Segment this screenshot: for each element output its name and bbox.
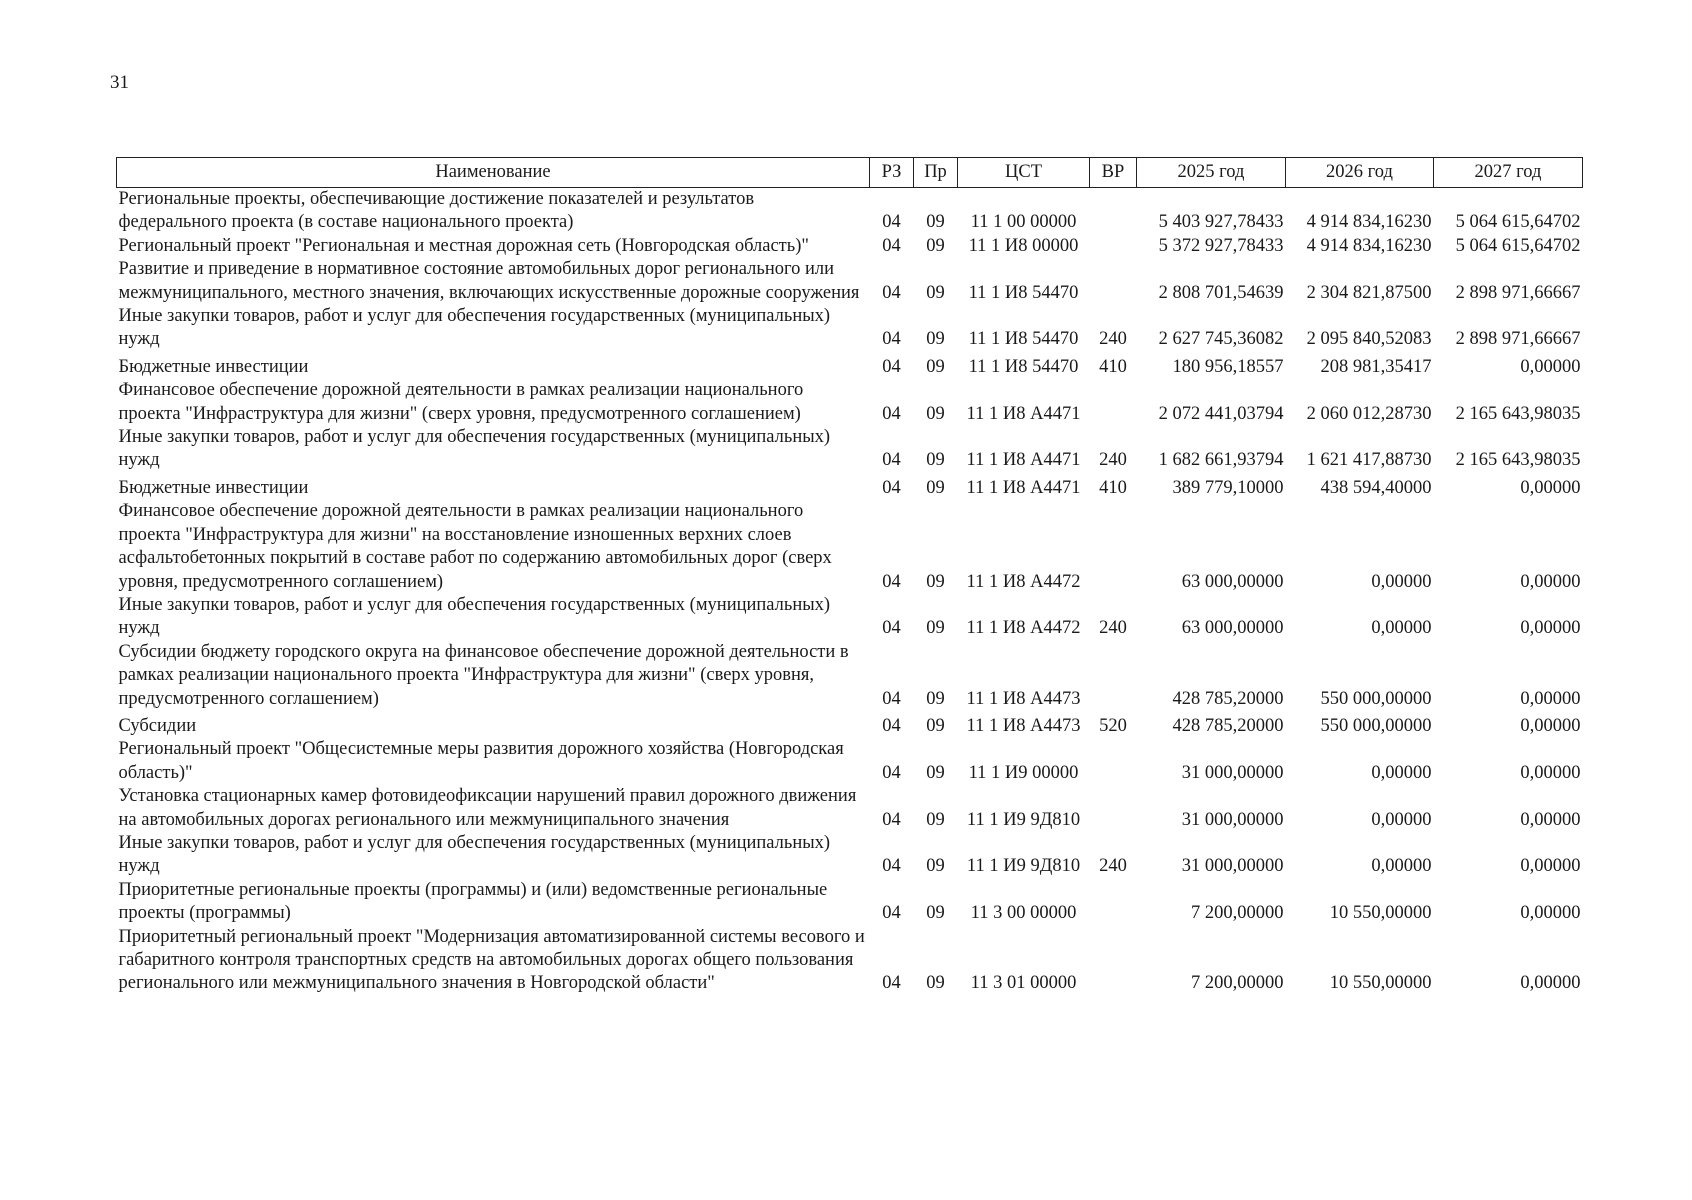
row-value-2025: 389 779,10000 — [1172, 477, 1284, 498]
row-value-2025: 7 200,00000 — [1191, 973, 1284, 994]
row-cst: 11 1 И8 00000 — [968, 235, 1079, 256]
header-rz: РЗ — [870, 158, 914, 188]
row-value-2027: 2 165 643,98035 — [1455, 450, 1581, 471]
table-row — [117, 500, 1583, 594]
table-row — [117, 711, 1583, 738]
row-value-2027: 5 064 615,64702 — [1455, 212, 1581, 233]
row-rz: 04 — [882, 903, 901, 924]
row-pr: 09 — [926, 973, 945, 994]
row-name: Приоритетный региональный проект "Модернизация автоматизированной системы весового и габаритного контроля транспортных средств на автомобильных дорогах общего пользования регионального или межмуниципального значения в Новгородской области" — [118, 926, 865, 994]
row-vr — [1090, 785, 1137, 832]
row-rz: 04 — [882, 762, 901, 783]
row-value-2027: 0,00000 — [1520, 356, 1581, 377]
row-value-2026: 550 000,00000 — [1320, 715, 1432, 736]
row-pr: 09 — [926, 903, 945, 924]
row-value-2027: 0,00000 — [1520, 618, 1581, 639]
table-row — [117, 926, 1583, 996]
header-row — [117, 158, 1583, 188]
row-rz: 04 — [882, 688, 901, 709]
row-value-2025: 2 627 745,36082 — [1158, 329, 1284, 350]
row-value-2025: 63 000,00000 — [1181, 571, 1284, 592]
row-pr: 09 — [926, 235, 945, 256]
row-name: Бюджетные инвестиции — [118, 356, 309, 377]
row-name: Субсидии — [118, 715, 197, 736]
row-value-2027: 2 898 971,66667 — [1455, 329, 1581, 350]
row-name: Приоритетные региональные проекты (программы) и (или) ведомственные региональные проекты (программы) — [118, 879, 828, 924]
row-vr: 520 — [1099, 715, 1127, 736]
row-value-2025: 7 200,00000 — [1191, 903, 1284, 924]
row-pr: 09 — [926, 282, 945, 303]
row-cst: 11 1 И8 А4472 — [966, 571, 1081, 592]
row-cst: 11 3 00 00000 — [970, 903, 1077, 924]
row-name: Региональный проект "Региональная и местная дорожная сеть (Новгородская область)" — [118, 235, 809, 256]
row-value-2026: 4 914 834,16230 — [1306, 212, 1432, 233]
row-value-2027: 0,00000 — [1520, 571, 1581, 592]
row-pr: 09 — [926, 477, 945, 498]
row-value-2027: 5 064 615,64702 — [1455, 235, 1581, 256]
row-name: Финансовое обеспечение дорожной деятельности в рамках реализации национального проекта "Инфраструктура для жизни" на восстановление изношенных верхних слоев асфальтобетонных покрытий в составе работ по содержанию автомобильных дорог (сверх уровня, предусмотренного соглашением) — [118, 501, 832, 592]
row-value-2025: 428 785,20000 — [1172, 688, 1284, 709]
row-vr: 240 — [1099, 329, 1127, 350]
row-value-2027: 0,00000 — [1520, 477, 1581, 498]
row-rz: 04 — [882, 809, 901, 830]
row-rz: 04 — [882, 356, 901, 377]
row-pr: 09 — [926, 618, 945, 639]
table-row — [117, 641, 1583, 711]
header-2026: 2026 год — [1286, 158, 1434, 188]
row-rz: 04 — [882, 571, 901, 592]
row-value-2027: 0,00000 — [1520, 762, 1581, 783]
row-value-2026: 2 304 821,87500 — [1306, 282, 1432, 303]
row-rz: 04 — [882, 235, 901, 256]
row-name: Развитие и приведение в нормативное состояние автомобильных дорог регионального или межмуниципального, местного значения, включающих искусственные дорожные сооружения — [118, 259, 860, 303]
row-name: Иные закупки товаров, работ и услуг для обеспечения государственных (муниципальных) нужд — [118, 594, 831, 639]
table-row — [117, 473, 1583, 500]
row-vr: 410 — [1099, 356, 1127, 377]
row-rz: 04 — [882, 477, 901, 498]
row-cst: 11 1 00 00000 — [970, 212, 1077, 233]
row-value-2025: 31 000,00000 — [1181, 856, 1284, 877]
row-rz: 04 — [882, 212, 901, 233]
row-vr — [1090, 926, 1137, 996]
row-value-2025: 31 000,00000 — [1181, 809, 1284, 830]
row-vr — [1090, 738, 1137, 785]
row-value-2026: 550 000,00000 — [1320, 688, 1432, 709]
row-pr: 09 — [926, 571, 945, 592]
header-vr: ВР — [1090, 158, 1137, 188]
table-row — [117, 379, 1583, 426]
row-value-2025: 31 000,00000 — [1181, 762, 1284, 783]
row-rz: 04 — [882, 973, 901, 994]
row-value-2026: 10 550,00000 — [1329, 973, 1432, 994]
row-pr: 09 — [926, 450, 945, 471]
row-value-2027: 0,00000 — [1520, 688, 1581, 709]
row-value-2026: 4 914 834,16230 — [1306, 235, 1432, 256]
row-rz: 04 — [882, 450, 901, 471]
table-row — [117, 594, 1583, 641]
header-2027: 2027 год — [1434, 158, 1583, 188]
row-value-2025: 5 403 927,78433 — [1158, 212, 1284, 233]
table-row — [117, 235, 1583, 258]
row-rz: 04 — [882, 403, 901, 424]
row-pr: 09 — [926, 715, 945, 736]
row-value-2026: 0,00000 — [1371, 809, 1432, 830]
row-value-2027: 0,00000 — [1520, 809, 1581, 830]
row-cst: 11 1 И8 54470 — [968, 282, 1079, 303]
row-pr: 09 — [926, 809, 945, 830]
table-row — [117, 188, 1583, 235]
row-name: Региональный проект "Общесистемные меры развития дорожного хозяйства (Новгородская область)" — [118, 739, 844, 783]
row-value-2027: 2 898 971,66667 — [1455, 282, 1581, 303]
row-cst: 11 1 И9 9Д810 — [966, 809, 1081, 830]
row-name: Бюджетные инвестиции — [118, 477, 309, 498]
row-value-2026: 208 981,35417 — [1320, 356, 1432, 377]
row-rz: 04 — [882, 282, 901, 303]
row-pr: 09 — [926, 762, 945, 783]
row-pr: 09 — [926, 403, 945, 424]
row-vr — [1090, 188, 1137, 235]
table-row — [117, 352, 1583, 379]
row-name: Субсидии бюджету городского округа на финансовое обеспечение дорожной деятельности в рамках реализации национального проекта "Инфраструктура для жизни" (сверх уровня, предусмотренного соглашением) — [118, 641, 849, 709]
budget-table — [116, 157, 1583, 996]
row-cst: 11 1 И8 54470 — [968, 356, 1079, 377]
row-value-2026: 0,00000 — [1371, 618, 1432, 639]
row-vr — [1090, 379, 1137, 426]
table-row — [117, 832, 1583, 879]
row-value-2026: 0,00000 — [1371, 571, 1432, 592]
page-number: 31 — [110, 72, 129, 93]
table-row — [117, 785, 1583, 832]
row-pr: 09 — [926, 856, 945, 877]
row-cst: 11 3 01 00000 — [970, 973, 1077, 994]
row-value-2027: 0,00000 — [1520, 973, 1581, 994]
row-cst: 11 1 И8 А4471 — [966, 403, 1081, 424]
row-cst: 11 1 И8 А4471 — [966, 450, 1081, 471]
table-row — [117, 738, 1583, 785]
row-name: Установка стационарных камер фотовидеофиксации нарушений правил дорожного движения на автомобильных дорогах регионального или межмуниципального значения — [118, 786, 857, 830]
row-value-2025: 5 372 927,78433 — [1158, 235, 1284, 256]
row-rz: 04 — [882, 856, 901, 877]
row-pr: 09 — [926, 356, 945, 377]
row-cst: 11 1 И8 А4473 — [966, 688, 1081, 709]
row-vr — [1090, 641, 1137, 711]
row-value-2026: 1 621 417,88730 — [1306, 450, 1432, 471]
row-name: Иные закупки товаров, работ и услуг для обеспечения государственных (муниципальных) нужд — [118, 427, 831, 471]
table-row — [117, 258, 1583, 305]
header-name: Наименование — [117, 158, 870, 188]
row-rz: 04 — [882, 618, 901, 639]
row-value-2025: 1 682 661,93794 — [1158, 450, 1284, 471]
row-value-2026: 438 594,40000 — [1320, 477, 1432, 498]
row-pr: 09 — [926, 329, 945, 350]
row-pr: 09 — [926, 212, 945, 233]
table-row — [117, 879, 1583, 926]
row-value-2026: 0,00000 — [1371, 856, 1432, 877]
row-value-2025: 63 000,00000 — [1181, 618, 1284, 639]
row-value-2026: 0,00000 — [1371, 762, 1432, 783]
row-pr: 09 — [926, 688, 945, 709]
row-value-2026: 2 060 012,28730 — [1306, 403, 1432, 424]
row-value-2026: 10 550,00000 — [1329, 903, 1432, 924]
row-value-2025: 428 785,20000 — [1172, 715, 1284, 736]
row-value-2025: 2 808 701,54639 — [1158, 282, 1284, 303]
row-cst: 11 1 И8 54470 — [968, 329, 1079, 350]
row-rz: 04 — [882, 715, 901, 736]
header-cst: ЦСТ — [958, 158, 1090, 188]
row-cst: 11 1 И9 00000 — [968, 762, 1079, 783]
row-cst: 11 1 И8 А4472 — [966, 618, 1081, 639]
row-value-2027: 2 165 643,98035 — [1455, 403, 1581, 424]
row-value-2026: 2 095 840,52083 — [1306, 329, 1432, 350]
row-vr — [1090, 500, 1137, 594]
header-pr: Пр — [914, 158, 958, 188]
row-vr — [1090, 879, 1137, 926]
row-value-2027: 0,00000 — [1520, 856, 1581, 877]
row-vr: 240 — [1099, 450, 1127, 471]
row-vr — [1090, 258, 1137, 305]
table-row — [117, 305, 1583, 352]
row-vr: 240 — [1099, 618, 1127, 639]
row-name: Иные закупки товаров, работ и услуг для обеспечения государственных (муниципальных) нужд — [118, 832, 831, 877]
row-value-2025: 180 956,18557 — [1172, 356, 1284, 377]
row-name: Региональные проекты, обеспечивающие достижение показателей и результатов федерального проекта (в составе национального проекта) — [118, 189, 755, 233]
table-row — [117, 426, 1583, 473]
row-name: Иные закупки товаров, работ и услуг для обеспечения государственных (муниципальных) нужд — [118, 306, 831, 350]
row-value-2025: 2 072 441,03794 — [1158, 403, 1284, 424]
row-vr: 410 — [1099, 477, 1127, 498]
header-2025: 2025 год — [1137, 158, 1286, 188]
row-value-2027: 0,00000 — [1520, 715, 1581, 736]
row-vr — [1090, 235, 1137, 258]
row-name: Финансовое обеспечение дорожной деятельности в рамках реализации национального проекта "Инфраструктура для жизни" (сверх уровня, предусмотренного соглашением) — [118, 380, 804, 424]
row-cst: 11 1 И8 А4471 — [966, 477, 1081, 498]
row-vr: 240 — [1099, 856, 1127, 877]
row-value-2027: 0,00000 — [1520, 903, 1581, 924]
row-rz: 04 — [882, 329, 901, 350]
row-cst: 11 1 И8 А4473 — [966, 715, 1081, 736]
row-cst: 11 1 И9 9Д810 — [966, 856, 1081, 877]
